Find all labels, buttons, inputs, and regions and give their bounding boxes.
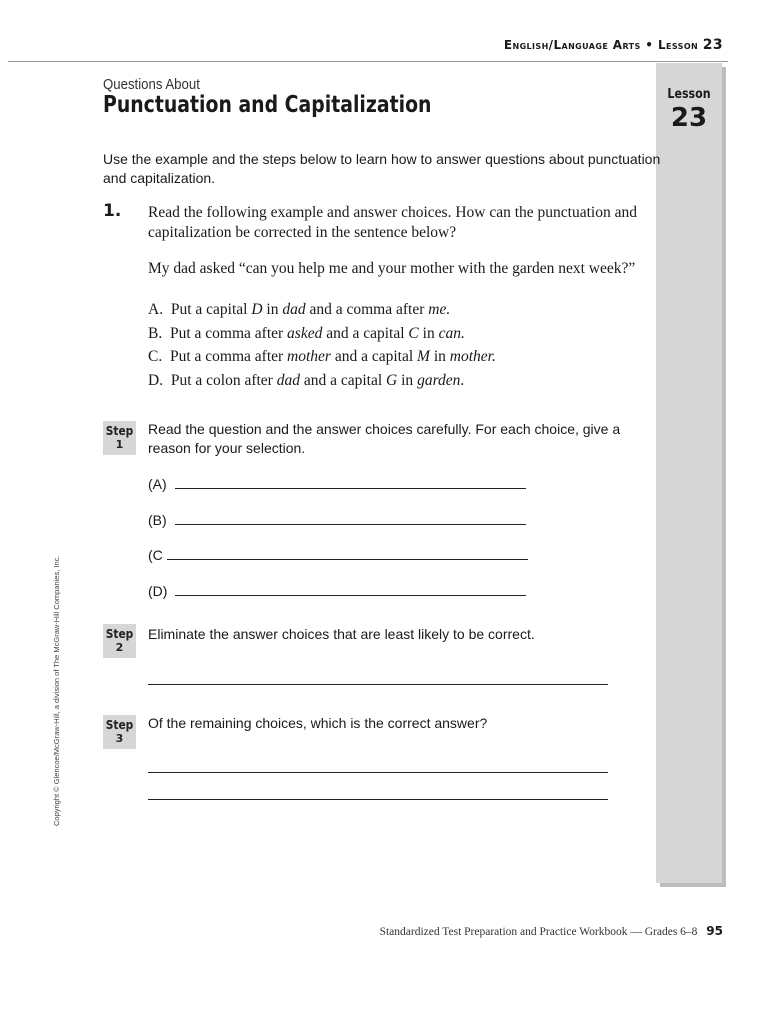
supertitle: Questions About: [103, 76, 200, 93]
step-2-badge: [103, 624, 136, 658]
choice-italic: M: [417, 348, 430, 365]
step-3-text: Of the remaining choices, which is the correct answer?: [148, 715, 488, 731]
choice-text: Put a comma after: [169, 324, 288, 342]
header-lesson-label: Lesson: [657, 38, 699, 52]
choice-text: and a capital: [330, 348, 418, 365]
step-label: Step: [105, 626, 134, 641]
choice-italic: G: [386, 371, 398, 389]
answer-line-a[interactable]: [148, 474, 526, 493]
header-lesson-number: 23: [702, 37, 723, 53]
step-1-text: Read the question and the answer choices carefully. For each choice, give a reason for your selection.: [148, 421, 621, 456]
answer-blank[interactable]: [175, 474, 526, 489]
step-number: 3: [115, 732, 124, 745]
lesson-sidebar: [656, 63, 722, 883]
sidebar-lesson-number: 23: [670, 103, 708, 133]
answer-line-c[interactable]: [148, 545, 528, 564]
sidebar-lesson-label: Lesson: [667, 87, 711, 102]
answer-choices: [148, 300, 496, 394]
answer-line-b[interactable]: [148, 510, 526, 529]
step-2-text: Eliminate the answer choices that are least likely to be correct.: [148, 626, 535, 642]
running-header: [504, 37, 723, 53]
header-rule: [8, 61, 728, 62]
header-separator: •: [645, 38, 654, 52]
header-subject: English/Language Arts: [503, 38, 641, 52]
choice-text: Put a colon after: [170, 371, 277, 389]
answer-blank[interactable]: [167, 545, 528, 560]
choice-italic: D: [251, 301, 263, 318]
choice-italic: dad: [282, 301, 306, 318]
step-label: Step: [105, 423, 134, 438]
choice-text: and a capital: [322, 324, 409, 342]
choice-b: [148, 324, 496, 348]
intro-text: Use the example and the steps below to learn how to answer questions about punctuation and capitalization.: [103, 151, 661, 186]
question-prompt: Read the following example and answer choices. How can the punctuation and capitalization be corrected in the sentence below?: [148, 204, 637, 241]
choice-italic: dad: [276, 371, 300, 389]
choice-italic: asked: [287, 324, 323, 342]
choice-text: and a comma after: [305, 301, 429, 318]
choice-letter: A.: [148, 301, 164, 318]
choice-d: [148, 371, 496, 395]
choice-period: .: [491, 348, 496, 365]
page-number: 95: [706, 924, 723, 938]
step-number: 2: [115, 641, 124, 654]
step-number: 1: [115, 438, 124, 451]
choice-italic: me: [428, 301, 447, 318]
choice-italic: can: [438, 324, 461, 342]
step-1-badge: [103, 421, 136, 455]
answer-label: (B): [148, 512, 167, 528]
choice-period: .: [460, 371, 465, 389]
choice-a: [148, 300, 496, 324]
choice-italic: mother: [449, 348, 492, 365]
choice-italic: mother: [287, 348, 331, 365]
choice-text: Put a capital: [170, 301, 252, 318]
choice-text: and a capital: [299, 371, 387, 389]
step-3-answer-line-2[interactable]: [148, 799, 608, 800]
choice-period: .: [460, 324, 465, 342]
copyright-notice: Copyright © Glencoe/McGraw-Hill, a division of The McGraw-Hill Companies, Inc.: [52, 555, 61, 826]
choice-text: Put a comma after: [169, 348, 288, 365]
choice-text: in: [397, 371, 418, 389]
answer-label: (D): [148, 583, 168, 599]
choice-period: .: [446, 301, 451, 318]
page-footer: [380, 924, 723, 938]
choice-c: [148, 347, 496, 371]
answer-label: (C: [148, 547, 163, 563]
choice-italic: garden: [417, 371, 461, 389]
choice-italic: C: [408, 324, 419, 342]
choice-letter: C.: [148, 348, 163, 365]
footer-text: Standardized Test Preparation and Practice Workbook — Grades 6–8: [379, 926, 698, 938]
choice-letter: B.: [148, 324, 163, 342]
answer-blank[interactable]: [175, 581, 526, 596]
choice-text: in: [262, 301, 283, 318]
choice-text: in: [429, 348, 450, 365]
choice-letter: D.: [148, 371, 164, 389]
step-label: Step: [105, 717, 134, 732]
answer-blank[interactable]: [175, 510, 526, 525]
step-2-answer-line[interactable]: [148, 684, 608, 685]
choice-text: in: [418, 324, 439, 342]
example-sentence: My dad asked “can you help me and your mother with the garden next week?”: [148, 260, 636, 277]
question-number: 1.: [103, 201, 122, 221]
step-3-badge: [103, 715, 136, 749]
page-title: Punctuation and Capitalization: [103, 92, 432, 118]
step-3-answer-line-1[interactable]: [148, 772, 608, 773]
answer-label: (A): [148, 476, 167, 492]
answer-line-d[interactable]: [148, 581, 526, 600]
